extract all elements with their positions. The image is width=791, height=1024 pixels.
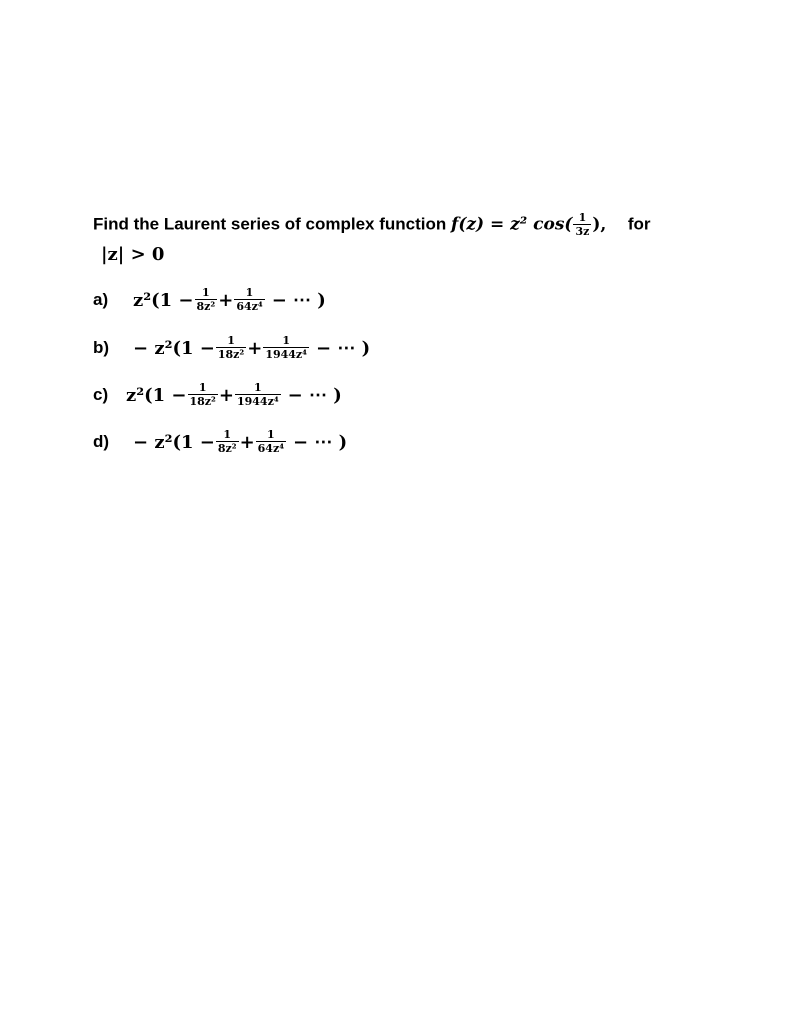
fraction-1: $\frac{1}{\text{8z²}}$ <box>196 286 216 313</box>
option-c[interactable] <box>93 378 342 412</box>
fraction-1: $\frac{1}{\text{8z²}}$ <box>217 428 237 455</box>
fraction-2: $\frac{1}{\text{1944z⁴}}$ <box>236 381 279 408</box>
option-label: a) <box>93 290 109 309</box>
option-expression: − z²(1 − $\frac{1}{\text{18z²}}$ + $\frac{1}{\text{1944z⁴}}$ − ⋯ ) <box>133 334 371 361</box>
question-suffix: ), <box>592 214 607 235</box>
fraction-2: $\frac{1}{\text{64z⁴}}$ <box>236 286 263 313</box>
option-expression: z²(1 − $\frac{1}{\text{18z²}}$ + $\frac{1}{\text{1944z⁴}}$ − ⋯ ) <box>126 381 342 408</box>
option-label: d) <box>93 432 110 451</box>
option-expression: z²(1 − $\frac{1}{\text{8z²}}$ + $\frac{1}{\text{64z⁴}}$ − ⋯ ) <box>133 286 326 313</box>
question-function: f(z) = z² cos( <box>451 214 573 235</box>
question-condition: |z| > 0 <box>101 244 165 265</box>
fraction-2: $\frac{1}{\text{64z⁴}}$ <box>257 428 285 455</box>
question-for: for <box>627 214 651 234</box>
fraction-2: $\frac{1}{\text{1944z⁴}}$ <box>265 334 307 361</box>
option-expression: − z²(1 − $\frac{1}{\text{8z²}}$ + $\frac{1}{\text{64z⁴}}$ − ⋯ ) <box>133 428 348 455</box>
option-d[interactable] <box>93 425 347 459</box>
fraction-1: $\frac{1}{\text{18z²}}$ <box>217 334 245 361</box>
question-text <box>93 212 693 238</box>
question-prefix: Find the Laurent series of complex function <box>93 214 447 234</box>
option-label: b) <box>93 338 110 357</box>
option-a[interactable] <box>93 283 326 317</box>
option-b[interactable] <box>93 331 370 365</box>
question-fraction: $\frac{1}{3z}$ <box>575 211 590 238</box>
option-label: c) <box>93 385 109 404</box>
fraction-1: $\frac{1}{\text{18z²}}$ <box>189 381 216 408</box>
